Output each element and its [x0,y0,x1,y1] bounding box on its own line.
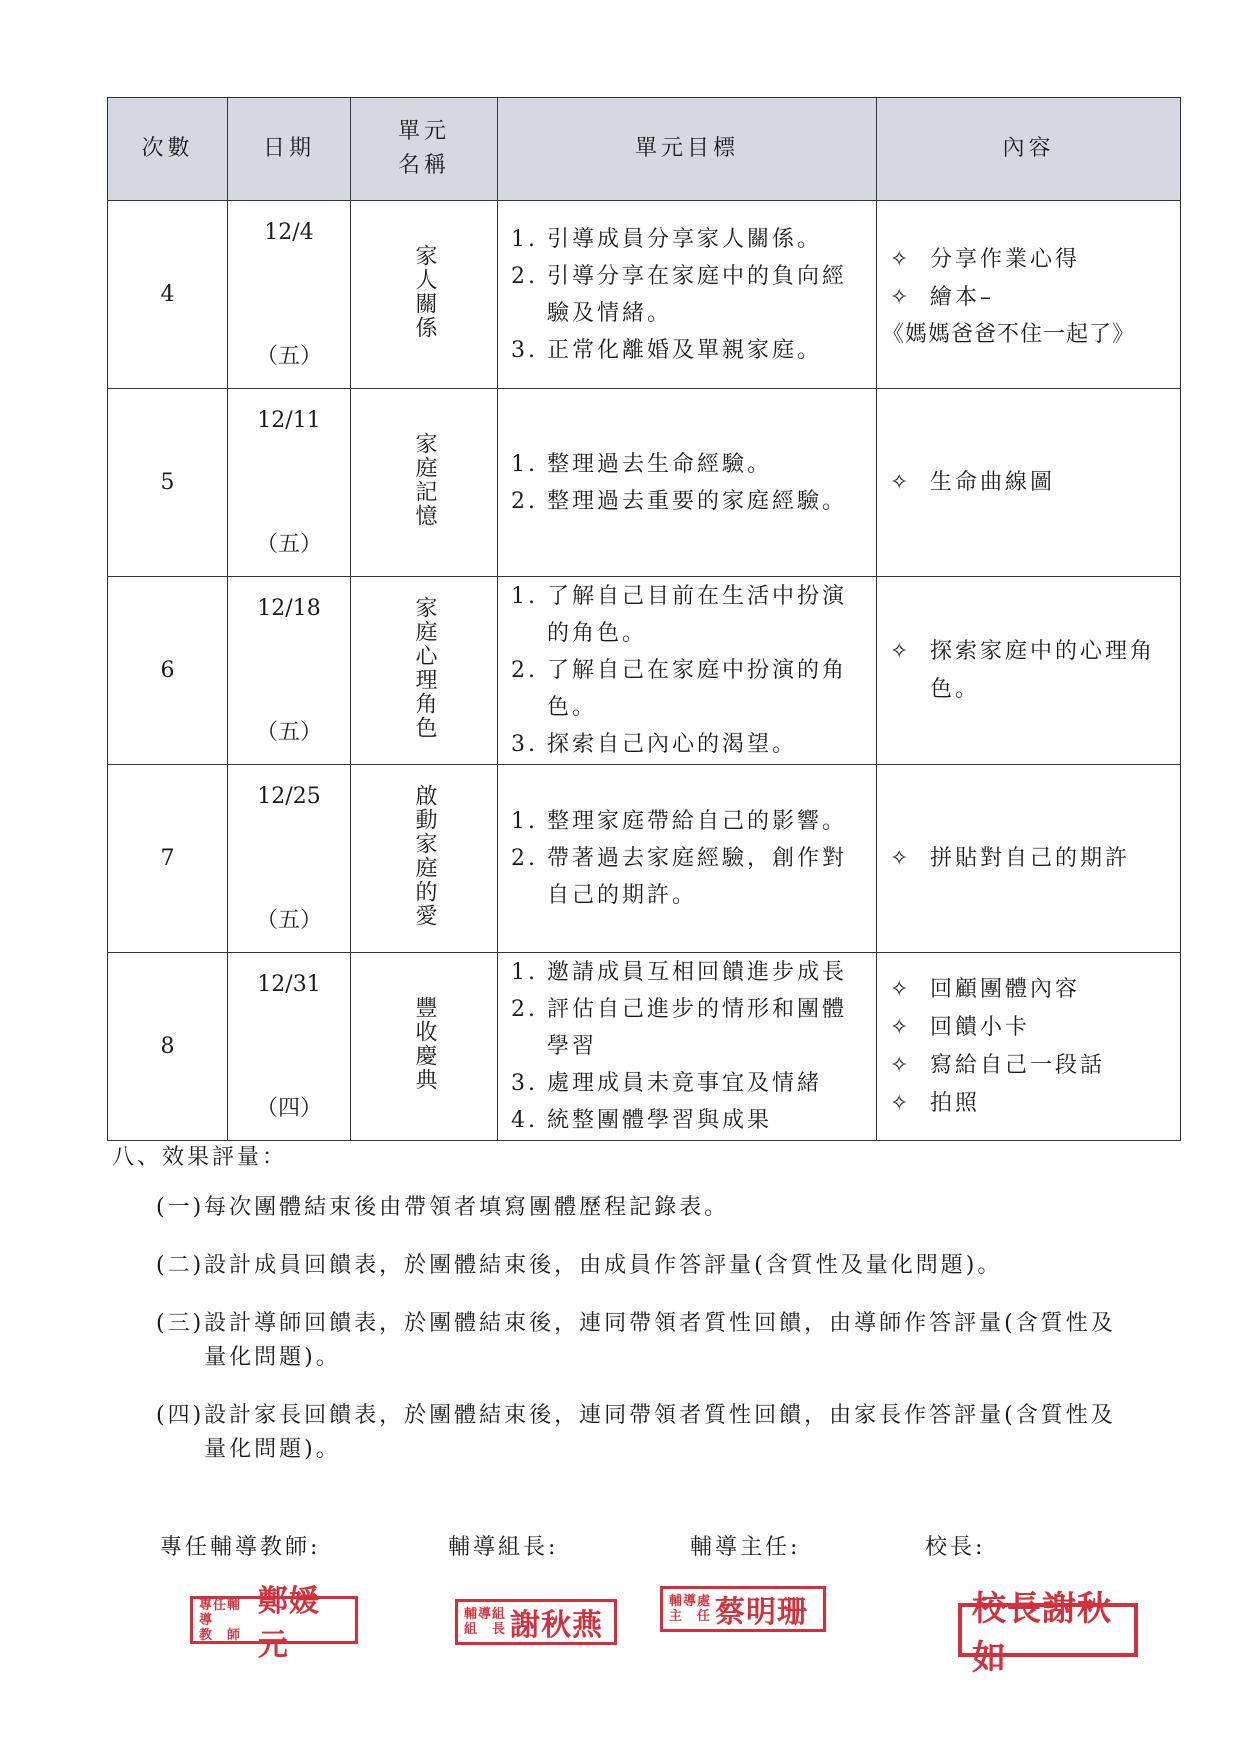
table-row [108,389,1181,577]
evaluation-item [156,1399,1132,1467]
goal-list [499,221,875,369]
header-unit-line2: 名稱 [397,153,450,178]
header-content: 內容 [877,98,1181,201]
content-item: ✧ 生命曲線圖 [890,464,1173,502]
cell-contents [877,953,1181,1141]
cell-unit [351,953,498,1141]
header-date: 日期 [228,98,351,201]
evaluation-heading: 八、效果評量： [112,1145,288,1170]
principal-stamp: 校長謝秋如 [958,1603,1138,1657]
content-list [878,971,1179,1123]
table-row [108,577,1181,765]
content-item: ✧ 繪本– [890,279,1173,317]
date-text: 12/4 [264,219,314,245]
header-unit [351,98,498,201]
director-stamp: 輔導處 主 任 蔡明珊 [660,1586,826,1632]
date-text: 12/11 [257,407,321,433]
unit-name: 家庭心理角色 [412,595,437,740]
cell-goals [498,577,877,765]
date-text: 12/25 [257,783,321,809]
weekday-text: （五） [255,907,322,933]
evaluation-item-text: 設計家長回饋表，於團體結束後，連同帶領者質性回饋，由家長作答評量(含質性及量化問題)。 [204,1403,1116,1462]
goal-item: 1. 邀請成員互相回饋進步成長 [511,960,848,985]
goal-item: 2. 了解自己在家庭中扮演的角色。 [511,658,848,720]
date-text: 12/31 [257,971,321,997]
content-item: ✧ 探索家庭中的心理角色。 [890,633,1173,709]
unit-name: 啟動家庭的愛 [412,783,437,928]
goal-list [499,954,875,1139]
diamond-bullet-icon: ✧ [890,976,912,1002]
goal-item: 2. 整理過去重要的家庭經驗。 [511,488,848,514]
cell-contents [877,389,1181,577]
table-row [108,201,1181,389]
goal-item: 1. 整理過去生命經驗。 [511,451,773,477]
content-item: ✧ 寫給自己一段話 [890,1047,1173,1085]
signature-principal-label: 校長: [925,1535,986,1560]
evaluation-item [156,1307,1132,1375]
evaluation-item-label: (一) [156,1195,205,1220]
table-row [108,953,1181,1141]
signature-director-label: 輔導主任: [690,1535,801,1560]
evaluation-item-label: (四) [156,1403,205,1428]
diamond-bullet-icon: ✧ [890,247,912,272]
diamond-bullet-icon: ✧ [890,638,912,664]
unit-name: 豐收慶典 [412,995,437,1092]
diamond-bullet-icon: ✧ [890,285,912,310]
content-list [878,464,1179,502]
table-header-row [108,98,1181,201]
diamond-bullet-icon: ✧ [890,469,912,495]
cell-goals [498,953,877,1141]
goal-item: 3. 正常化離婚及單親家庭。 [511,337,823,363]
goal-list [499,578,875,763]
content-list [878,241,1179,317]
evaluation-item-text: 設計導師回饋表，於團體結束後，連同帶領者質性回饋，由導師作答評量(含質性及量化問題)。 [204,1311,1116,1370]
goal-item: 1. 了解自己目前在生活中扮演的角色。 [511,584,848,646]
content-list [878,633,1179,709]
cell-contents [877,765,1181,953]
cell-num: 8 [108,953,228,1141]
content-item: ✧ 回顧團體內容 [890,971,1173,1009]
header-goal: 單元目標 [498,98,877,201]
weekday-text: （五） [255,719,322,745]
cell-goals [498,389,877,577]
weekday-text: （五） [255,531,322,557]
table-row [108,765,1181,953]
cell-contents [877,577,1181,765]
cell-date [228,953,351,1141]
book-title: 《媽媽爸爸不住一起了》 [882,322,1136,347]
cell-unit [351,389,498,577]
weekday-text: （五） [255,343,322,369]
cell-unit [351,577,498,765]
goal-list [499,446,875,520]
content-item: ✧ 回饋小卡 [890,1009,1173,1047]
weekday-text: （四） [255,1095,322,1121]
goal-item: 3. 探索自己內心的渴望。 [511,732,798,757]
cell-date [228,389,351,577]
cell-goals [498,201,877,389]
content-item: ✧ 拍照 [890,1085,1173,1123]
date-text: 12/18 [257,595,321,621]
cell-date [228,201,351,389]
cell-goals [498,765,877,953]
goal-item: 1. 引導成員分享家人關係。 [511,226,823,252]
evaluation-item [156,1191,1132,1225]
evaluation-item-text: 設計成員回饋表，於團體結束後，由成員作答評量(含質性及量化問題)。 [204,1253,1003,1278]
cell-num: 6 [108,577,228,765]
diamond-bullet-icon: ✧ [890,1052,912,1078]
table-body [108,201,1181,1141]
cell-num: 5 [108,389,228,577]
goal-item: 2. 評估自己進步的情形和團體學習 [511,997,848,1059]
goal-item: 4. 統整團體學習與成果 [511,1108,773,1133]
signature-teacher-label: 專任輔導教師: [160,1535,321,1560]
schedule-table [107,97,1181,1141]
cell-num: 7 [108,765,228,953]
cell-unit [351,765,498,953]
signature-row [0,1530,1240,1570]
cell-contents [877,201,1181,389]
teacher-stamp: 專任輔導 教 師 鄭媛元 [190,1596,358,1644]
goal-item: 2. 帶著過去家庭經驗，創作對自己的期許。 [511,846,848,908]
evaluation-section [112,1140,1132,1491]
diamond-bullet-icon: ✧ [890,1090,912,1116]
signature-leader-label: 輔導組長: [448,1535,559,1560]
goal-item: 3. 處理成員未竟事宜及情緒 [511,1071,823,1096]
cell-num: 4 [108,201,228,389]
goal-item: 1. 整理家庭帶給自己的影響。 [511,809,848,834]
content-item: ✧ 分享作業心得 [890,241,1173,279]
goal-list [499,803,875,914]
cell-unit [351,201,498,389]
unit-name: 家庭記憶 [412,431,437,528]
unit-name: 家人關係 [412,243,437,340]
diamond-bullet-icon: ✧ [890,845,912,871]
evaluation-item-text: 每次團體結束後由帶領者填寫團體歷程記錄表。 [204,1195,730,1220]
evaluation-item-label: (三) [156,1311,205,1336]
content-list [878,840,1179,878]
evaluation-item-label: (二) [156,1253,205,1278]
cell-date [228,765,351,953]
leader-stamp: 輔導組 組 長 謝秋燕 [455,1599,617,1645]
header-unit-line1: 單元 [397,119,450,144]
diamond-bullet-icon: ✧ [890,1014,912,1040]
content-item: ✧ 拼貼對自己的期許 [890,840,1173,878]
goal-item: 2. 引導分享在家庭中的負向經驗及情緒。 [511,263,848,326]
evaluation-item [156,1249,1132,1283]
cell-date [228,577,351,765]
header-num: 次數 [108,98,228,201]
